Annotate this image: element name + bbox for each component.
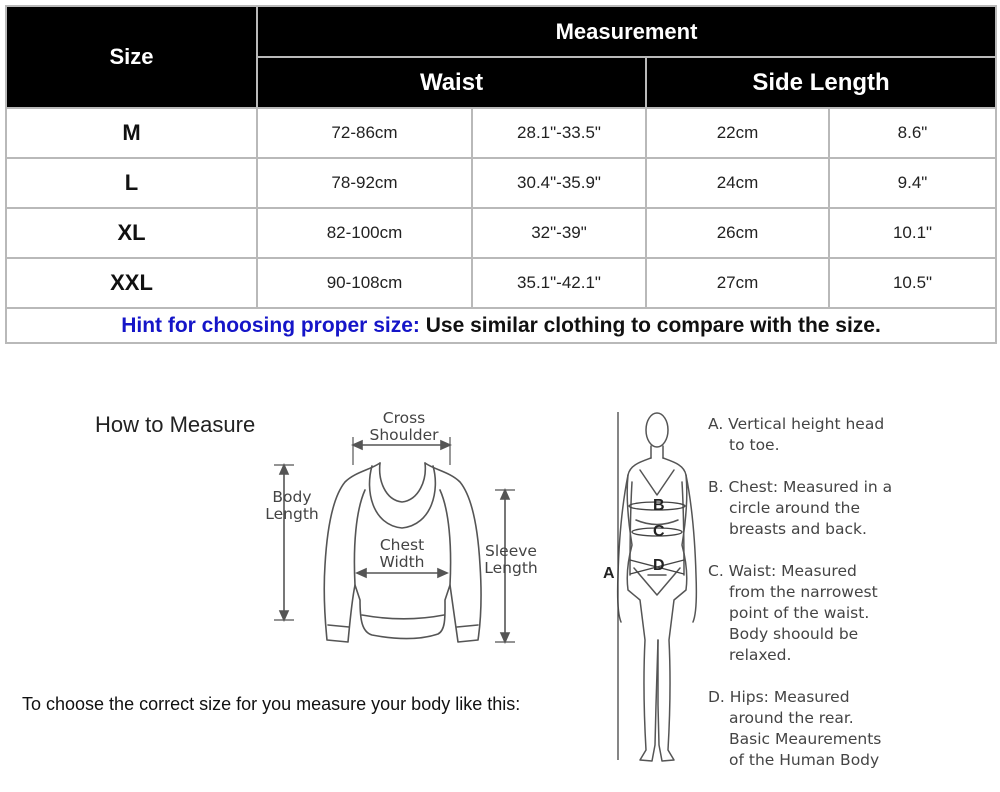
waist-header: Waist bbox=[257, 57, 646, 108]
side-length-cm-cell: 26cm bbox=[646, 208, 829, 258]
side-length-cm-cell: 22cm bbox=[646, 108, 829, 158]
hint-row bbox=[6, 308, 996, 343]
side-length-inch-cell: 10.5" bbox=[829, 258, 996, 308]
chest-width-label bbox=[372, 537, 432, 571]
table-row bbox=[6, 258, 996, 308]
note-chest bbox=[708, 477, 998, 540]
cross-shoulder-label-line1: Cross bbox=[382, 409, 426, 427]
note-hips-lead: D. Hips: Measured bbox=[708, 688, 850, 706]
waist-inch-cell: 35.1"-42.1" bbox=[472, 258, 646, 308]
human-body-diagram bbox=[596, 405, 706, 775]
size-cell: XL bbox=[6, 208, 257, 258]
waist-cm-cell: 78-92cm bbox=[257, 158, 472, 208]
cross-shoulder-label-line2: Shoulder bbox=[369, 426, 439, 444]
marker-a: A bbox=[603, 565, 615, 582]
note-waist bbox=[708, 561, 998, 666]
size-chart-table bbox=[5, 5, 997, 344]
measurement-header: Measurement bbox=[257, 6, 996, 57]
waist-cm-cell: 82-100cm bbox=[257, 208, 472, 258]
sleeve-length-label-line2: Length bbox=[484, 559, 538, 577]
size-header: Size bbox=[6, 6, 257, 108]
measurement-notes bbox=[708, 414, 998, 792]
size-cell: L bbox=[6, 158, 257, 208]
note-height-lead: A. Vertical height head bbox=[708, 415, 885, 433]
side-length-inch-cell: 9.4" bbox=[829, 158, 996, 208]
size-cell: M bbox=[6, 108, 257, 158]
body-length-label-line1: Body bbox=[272, 488, 312, 506]
note-hips-line: around the rear. bbox=[729, 709, 854, 727]
body-length-label bbox=[262, 489, 322, 523]
hint-label: Hint for choosing proper size: bbox=[121, 313, 420, 337]
marker-b: B bbox=[653, 497, 665, 514]
side-length-inch-cell: 8.6" bbox=[829, 108, 996, 158]
note-waist-lead: C. Waist: Measured bbox=[708, 562, 857, 580]
note-hips-line: of the Human Body bbox=[729, 751, 880, 769]
measure-instruction: To choose the correct size for you measure your body like this: bbox=[22, 694, 521, 714]
size-cell: XXL bbox=[6, 258, 257, 308]
table-row bbox=[6, 158, 996, 208]
waist-inch-cell: 32"-39" bbox=[472, 208, 646, 258]
body-length-label-line2: Length bbox=[265, 505, 319, 523]
note-chest-line: circle around the bbox=[729, 499, 861, 517]
note-hips-line: Basic Meaurements bbox=[729, 730, 882, 748]
note-chest-line: breasts and back. bbox=[729, 520, 867, 538]
side-length-cm-cell: 27cm bbox=[646, 258, 829, 308]
note-hips bbox=[708, 687, 998, 771]
waist-cm-cell: 90-108cm bbox=[257, 258, 472, 308]
chest-width-label-line2: Width bbox=[379, 553, 425, 571]
waist-inch-cell: 30.4"-35.9" bbox=[472, 158, 646, 208]
note-waist-line: relaxed. bbox=[729, 646, 792, 664]
table-row bbox=[6, 208, 996, 258]
chest-width-label-line1: Chest bbox=[379, 536, 425, 554]
sleeve-length-label-line1: Sleeve bbox=[485, 542, 537, 560]
note-waist-line: Body shoould be bbox=[729, 625, 859, 643]
side-length-header: Side Length bbox=[646, 57, 996, 108]
how-to-measure-title: How to Measure bbox=[95, 412, 256, 437]
marker-d: D bbox=[653, 557, 665, 574]
hint-cell bbox=[6, 308, 996, 343]
waist-inch-cell: 28.1"-33.5" bbox=[472, 108, 646, 158]
note-waist-line: from the narrowest bbox=[729, 583, 878, 601]
cross-shoulder-label bbox=[366, 410, 442, 444]
note-waist-line: point of the waist. bbox=[729, 604, 870, 622]
note-chest-lead: B. Chest: Measured in a bbox=[708, 478, 893, 496]
side-length-cm-cell: 24cm bbox=[646, 158, 829, 208]
waist-cm-cell: 72-86cm bbox=[257, 108, 472, 158]
note-height bbox=[708, 414, 998, 456]
marker-c: C bbox=[653, 523, 665, 540]
note-height-line: to toe. bbox=[729, 436, 780, 454]
hint-text: Use similar clothing to compare with the size. bbox=[419, 313, 881, 337]
sleeve-length-label bbox=[480, 543, 542, 577]
side-length-inch-cell: 10.1" bbox=[829, 208, 996, 258]
table-row bbox=[6, 108, 996, 158]
